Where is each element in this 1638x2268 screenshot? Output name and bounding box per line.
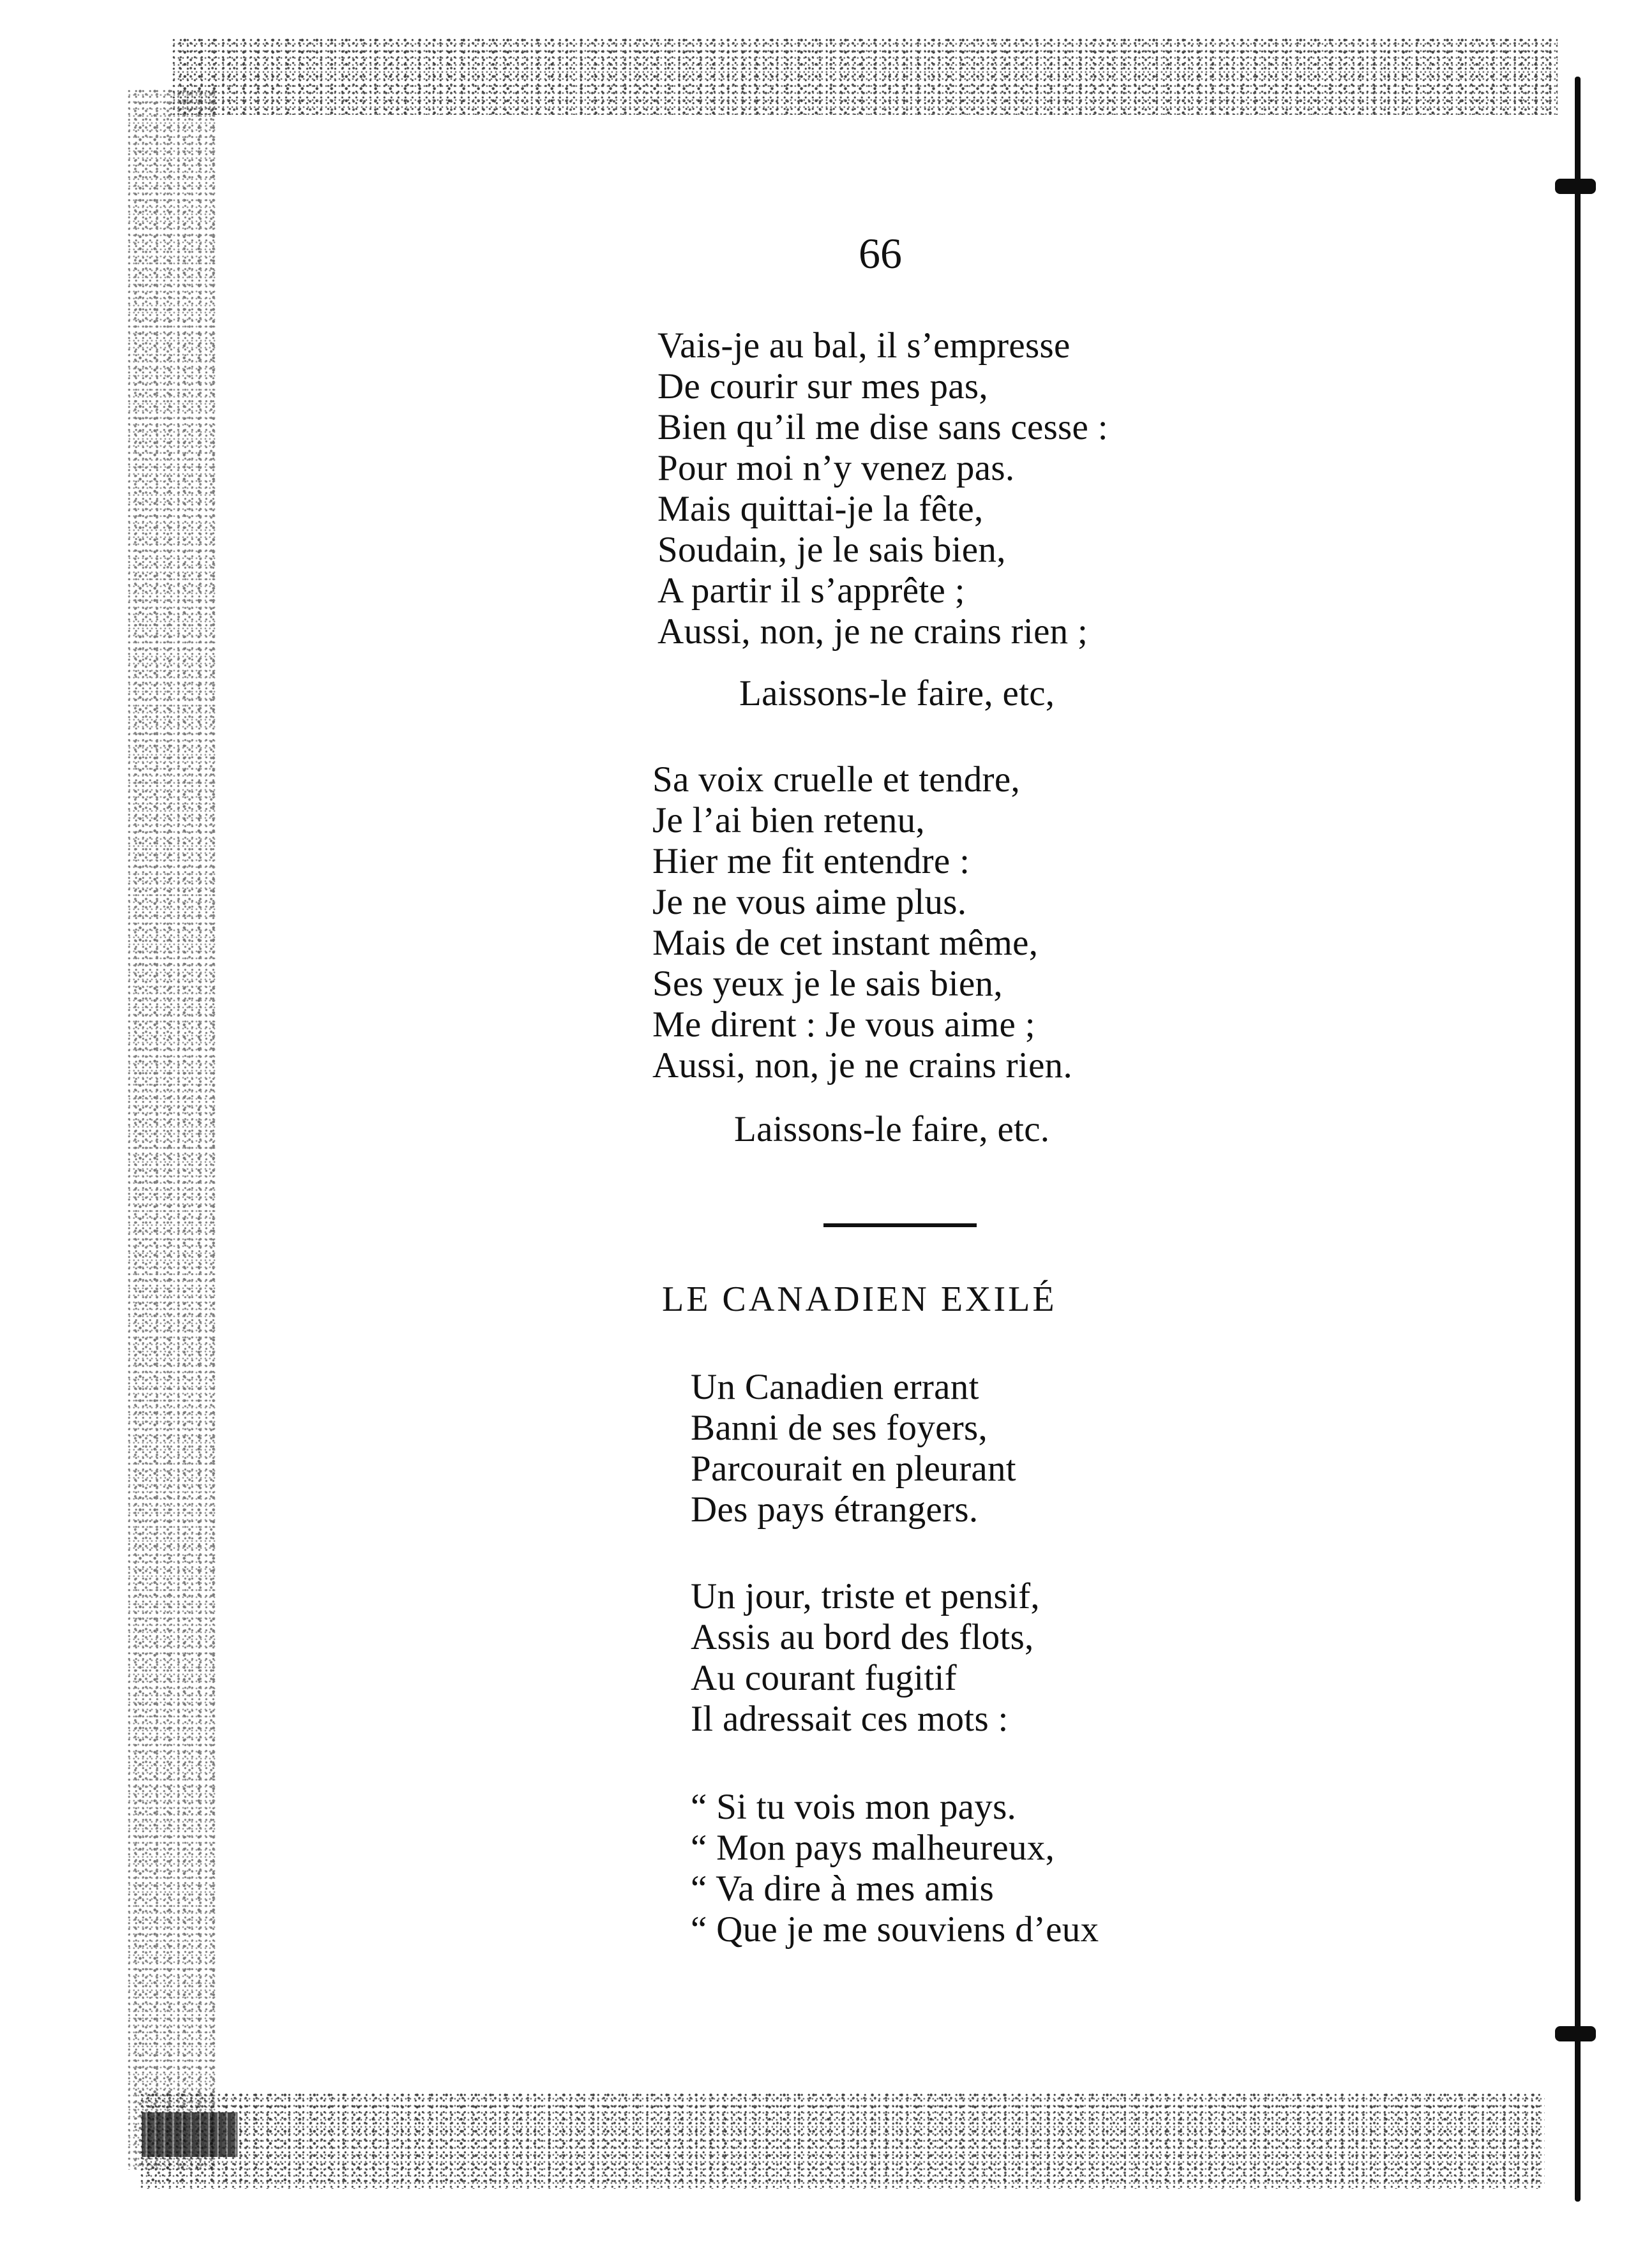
song-title: LE CANADIEN EXILÉ <box>662 1279 1057 1319</box>
stanza-5-line-2: “ Mon pays malheureux, <box>691 1828 1055 1868</box>
page-edge-speckle-left <box>128 89 217 2170</box>
binding-knot-bottom <box>1555 2026 1596 2041</box>
stanza-1-line-4: Pour moi n’y venez pas. <box>657 448 1015 488</box>
stanza-3-line-1: Un Canadien errant <box>691 1367 979 1407</box>
stanza-1-line-6: Soudain, je le sais bien, <box>657 530 1006 570</box>
refrain-2: Laissons-le faire, etc. <box>734 1109 1050 1149</box>
stanza-4-line-1: Un jour, triste et pensif, <box>691 1576 1040 1616</box>
stanza-2-line-7: Me dirent : Je vous aime ; <box>652 1004 1035 1045</box>
stanza-1-line-7: A partir il s’apprête ; <box>657 571 965 611</box>
stanza-5-line-1: “ Si tu vois mon pays. <box>691 1787 1017 1827</box>
stanza-4-line-3: Au courant fugitif <box>691 1658 957 1698</box>
stanza-5-line-4: “ Que je me souviens d’eux <box>691 1909 1099 1950</box>
page-edge-speckle-top <box>172 38 1558 115</box>
binding-knot-top <box>1555 179 1596 194</box>
stanza-4-line-4: Il adressait ces mots : <box>691 1699 1009 1739</box>
stanza-1-line-3: Bien qu’il me dise sans cesse : <box>657 407 1108 447</box>
stanza-1-line-5: Mais quittai-je la fête, <box>657 489 984 529</box>
stanza-3-line-3: Parcourait en pleurant <box>691 1449 1016 1489</box>
page-edge-speckle-bottom <box>140 2093 1545 2189</box>
stanza-1-line-2: De courir sur mes pas, <box>657 366 988 407</box>
stanza-3-line-2: Banni de ses foyers, <box>691 1408 988 1448</box>
binding-thread <box>1575 77 1581 2202</box>
stanza-4-line-2: Assis au bord des flots, <box>691 1617 1034 1657</box>
stanza-2-line-6: Ses yeux je le sais bien, <box>652 964 1003 1004</box>
stanza-1-line-8: Aussi, non, je ne crains rien ; <box>657 611 1088 652</box>
stanza-1-line-1: Vais-je au bal, il s’empresse <box>657 325 1071 366</box>
page-edge-dark-corner <box>142 2112 237 2157</box>
stanza-2-line-1: Sa voix cruelle et tendre, <box>652 759 1020 800</box>
stanza-2-line-8: Aussi, non, je ne crains rien. <box>652 1045 1073 1086</box>
stanza-5-line-3: “ Va dire à mes amis <box>691 1869 995 1909</box>
stanza-3-line-4: Des pays étrangers. <box>691 1489 979 1530</box>
stanza-2-line-4: Je ne vous aime plus. <box>652 882 967 922</box>
refrain-1: Laissons-le faire, etc, <box>739 673 1055 713</box>
stanza-2-line-2: Je l’ai bien retenu, <box>652 800 925 840</box>
stanza-2-line-5: Mais de cet instant même, <box>652 923 1039 963</box>
section-divider-rule <box>823 1223 977 1227</box>
stanza-2-line-3: Hier me fit entendre : <box>652 841 970 881</box>
page-number: 66 <box>859 229 902 278</box>
